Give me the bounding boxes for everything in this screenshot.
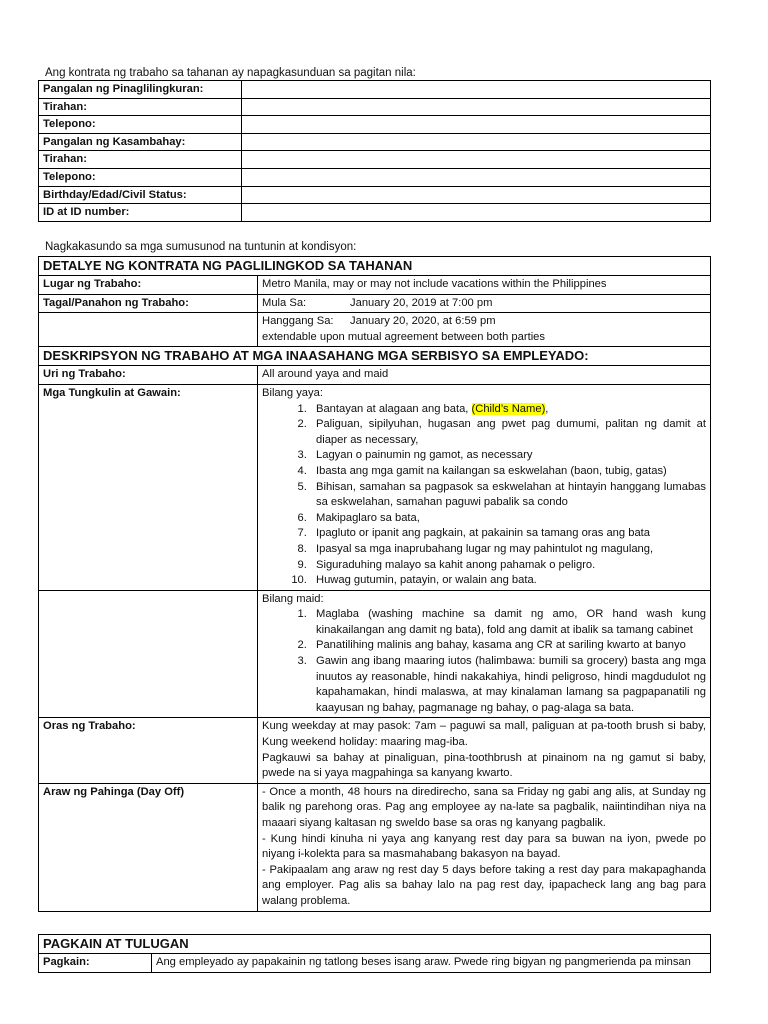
job-type-value: All around yaya and maid (258, 366, 711, 385)
field-label: Pangalan ng Kasambahay: (39, 133, 242, 151)
maid-intro: Bilang maid: (262, 592, 324, 605)
hours-text-1: Kung weekday at may pasok: 7am – paguwi sa mall, paliguan at pa-tooth brush si baby, Kung weekend holiday: maaring mag-iba. (262, 720, 707, 749)
table-row (39, 783, 711, 911)
rest-text-3: - Pakipaalam ang araw ng rest day 5 days before taking a rest day para makapaghanda ang employer. Pag alis sa bahay lalo na pag rest day, ipapacheck lang ang bag para walang problema. (262, 863, 707, 907)
section-heading-row (39, 347, 711, 366)
period-from (258, 294, 711, 313)
field-label: Tirahan: (39, 151, 242, 169)
list-item: 5. Bihisan, samahan sa pagpasok sa eskwelahan at hintayin hanggang lumabas sa eskwelahan, samahan paguwi pabalik sa condo (310, 480, 706, 511)
field-label: Pangalan ng Pinaglilingkuran: (39, 81, 242, 99)
from-label: Mula Sa: (262, 296, 307, 309)
terms-intro-text: Nagkakasundo sa mga sumusunod na tuntunin at kondisyon: (45, 241, 357, 253)
contract-details-table (38, 256, 711, 912)
until-label: Hanggang Sa: (262, 315, 334, 328)
field-label: Tirahan: (39, 98, 242, 116)
parties-table (38, 80, 711, 222)
table-row (39, 384, 711, 590)
list-item: 7. Ipagluto or ipanit ang pagkain, at pakainin sa tamang oras ang bata (310, 526, 706, 542)
parties-intro-text: Ang kontrata ng trabaho sa tahanan ay napagkasunduan sa pagitan nila: (45, 67, 416, 79)
section-heading-row (39, 935, 711, 954)
list-item: 3. Gawin ang ibang maaring iutos (halimbawa: bumili sa grocery) basta ang mga inuutos ay reasonable, hindi nakakahiya, hindi peligroso, hindi magdudulot ng kapahamakan, hindi malaswa, at may kinalaman lamang sa pagpapanatili ng kaayusan ng bahay, pagmanage ng bahay, o pag-alaga sa bata. (310, 654, 706, 716)
table-row (39, 590, 711, 718)
field-value[interactable] (242, 98, 711, 116)
field-label: Telepono: (39, 168, 242, 186)
yaya-duties (258, 384, 711, 590)
table-row (39, 718, 711, 783)
place-value: Metro Manila, may or may not include vacations within the Philippines (258, 276, 711, 295)
rest-text-1: - Once a month, 48 hours na diredirecho, sana sa Friday ng gabi ang alis, at Sunday ng balik ng parehong oras. Pag ang employee ay na-late sa pagbalik, naiintindihan niya na maaari siyang kaltasan ng sweldo base sa oras ng kanyang pagbalik. (262, 785, 707, 829)
list-item: 2. Panatilihing malinis ang bahay, kasama ang CR at sariling kwarto at banyo (310, 638, 706, 654)
table-row (39, 116, 711, 134)
place-label: Lugar ng Trabaho: (39, 276, 258, 295)
field-label: ID at ID number: (39, 204, 242, 222)
field-value[interactable] (242, 116, 711, 134)
hours-label: Oras ng Trabaho: (39, 718, 258, 783)
table-row (39, 294, 711, 313)
table-row (39, 133, 711, 151)
rest-day-value (258, 783, 711, 911)
list-item: 6. Makipaglaro sa bata, (310, 511, 706, 527)
food-table (38, 934, 711, 973)
hours-text-2: Pagkauwi sa bahay at pinaliguan, pina-toothbrush at pinainom na ng gamut si baby, pwede na si yaya magpahinga sa kanyang kwarto. (262, 751, 707, 780)
yaya-intro: Bilang yaya: (262, 386, 323, 399)
list-item: 3. Lagyan o painumin ng gamot, as necessary (310, 448, 706, 464)
list-item: 9. Siguraduhing malayo sa kahit anong pahamak o peligro. (310, 558, 706, 574)
list-item: 8. Ipasyal sa mga inaprubahang lugar ng may pahintulot ng magulang, (310, 542, 706, 558)
hours-value (258, 718, 711, 783)
yaya-duty-list (262, 402, 706, 589)
field-label: Birthday/Edad/Civil Status: (39, 186, 242, 204)
field-value[interactable] (242, 133, 711, 151)
field-value[interactable] (242, 168, 711, 186)
field-value[interactable] (242, 204, 711, 222)
maid-duties (258, 590, 711, 718)
from-value: January 20, 2019 at 7:00 pm (350, 296, 493, 309)
until-value: January 20, 2020, at 6:59 pm (350, 315, 496, 328)
job-type-label: Uri ng Trabaho: (39, 366, 258, 385)
field-label: Telepono: (39, 116, 242, 134)
child-name-placeholder: (Child’s Name) (471, 402, 546, 415)
section-heading-row (39, 257, 711, 276)
field-value[interactable] (242, 151, 711, 169)
list-item: 4. Ibasta ang mga gamit na kailangan sa eskwelahan (baon, tubig, gatas) (310, 464, 706, 480)
table-row (39, 186, 711, 204)
empty-cell (39, 590, 258, 718)
table-row (39, 151, 711, 169)
list-item: 1. Bantayan at alagaan ang bata, (Child’s Name), (310, 402, 706, 418)
table-row (39, 98, 711, 116)
food-label: Pagkain: (39, 954, 152, 973)
extend-note: extendable upon mutual agreement between both parties (262, 330, 545, 343)
rest-day-label: Araw ng Pahinga (Day Off) (39, 783, 258, 911)
table-row (39, 313, 711, 347)
field-value[interactable] (242, 81, 711, 99)
table-row (39, 954, 711, 973)
table-row (39, 204, 711, 222)
table-row (39, 81, 711, 99)
duties-label: Mga Tungkulin at Gawain: (39, 384, 258, 590)
food-heading: PAGKAIN AT TULUGAN (39, 935, 711, 954)
period-until (258, 313, 711, 347)
table-row (39, 276, 711, 295)
empty-cell (39, 313, 258, 347)
contract-details-heading: DETALYE NG KONTRATA NG PAGLILINGKOD SA TAHANAN (39, 257, 711, 276)
job-description-heading: DESKRIPSYON NG TRABAHO AT MGA INAASAHANG MGA SERBISYO SA EMPLEYADO: (39, 347, 711, 366)
food-value: Ang empleyado ay papakainin ng tatlong beses isang araw. Pwede ring bigyan ng pangmerienda pa minsan (152, 954, 711, 973)
rest-text-2: - Kung hindi kinuha ni yaya ang kanyang rest day para sa buwan na iyon, pwede po niyang i-kolekta para sa masmahabang bakasyon na bayad. (262, 832, 707, 861)
list-item: 2. Paliguan, sipilyuhan, hugasan ang pwet pag dumumi, palitan ng damit at diaper as necessary, (310, 417, 706, 448)
list-item: 1. Maglaba (washing machine sa damit ng amo, OR hand wash kung kinakailangan ang damit ng bata), fold ang damit at ibalik sa tamang cabinet (310, 607, 706, 638)
field-value[interactable] (242, 186, 711, 204)
maid-duty-list (262, 607, 706, 716)
list-item: 10. Huwag gutumin, patayin, or walain ang bata. (310, 573, 706, 589)
period-label: Tagal/Panahon ng Trabaho: (39, 294, 258, 313)
table-row (39, 366, 711, 385)
table-row (39, 168, 711, 186)
